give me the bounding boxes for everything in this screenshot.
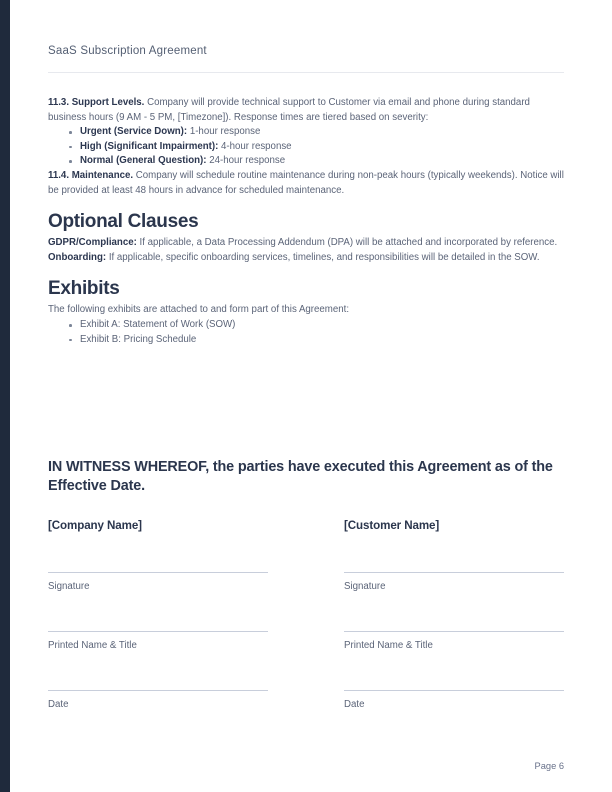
date-line[interactable] [344,690,564,691]
printed-name-label: Printed Name & Title [48,640,137,651]
signature-line[interactable] [344,572,564,573]
optional-clause-gdpr [48,236,564,251]
printed-name-line[interactable] [344,631,564,632]
signature-label: Signature [344,581,386,592]
list-item [80,125,564,140]
customer-date-field[interactable] [344,690,564,711]
customer-printed-name-field[interactable] [344,631,564,652]
tier-label: High (Significant Impairment): [80,140,219,152]
optional-clause-onboarding [48,251,564,266]
list-item [80,154,564,169]
company-party-name: [Company Name] [48,519,142,532]
header-divider [48,72,564,73]
customer-signature-column [344,518,564,711]
date-line[interactable] [48,690,268,691]
tier-value: 1-hour response [187,126,261,138]
tier-value: 4-hour response [218,140,292,152]
document-body [48,96,564,347]
optional-clause-text: If applicable, specific onboarding services, timelines, and responsibilities will be detailed in the SOW. [106,251,540,263]
optional-clauses-heading: Optional Clauses [48,211,199,233]
date-label: Date [344,699,365,710]
page-number: Page 6 [534,761,564,771]
clause-11-4-label: 11.4. Maintenance. [48,169,134,181]
company-signature-column [48,518,268,711]
witness-statement: IN WITNESS WHEREOF, the parties have executed this Agreement as of the Effective Date. [48,459,553,494]
list-item: Exhibit A: Statement of Work (SOW) [80,318,564,333]
customer-party-name: [Customer Name] [344,519,440,532]
running-header [48,44,564,59]
list-item [80,140,564,155]
date-label: Date [48,699,69,710]
tier-label: Urgent (Service Down): [80,126,188,138]
signature-block [48,518,564,711]
clause-11-3-text: Company will provide technical support to Customer via email and phone during standard business hours (9 AM - 5 PM, [Timezone]). Response times are tiered based on severity: [48,97,530,123]
printed-name-line[interactable] [48,631,268,632]
tier-value: 24-hour response [206,155,286,167]
tier-label: Normal (General Question): [80,155,207,167]
exhibits-intro: The following exhibits are attached to and form part of this Agreement: [48,304,350,316]
clause-11-4-text: Company will schedule routine maintenance during non-peak hours (typically weekends). Notice will be provided at least 48 hours in advance for scheduled maintenance. [48,169,564,196]
severity-tier-list [48,125,564,169]
clause-11-4-paragraph [48,169,564,198]
printed-name-label: Printed Name & Title [344,640,433,651]
optional-clause-label: GDPR/Compliance: [48,237,137,249]
clause-11-3-paragraph [48,96,564,125]
list-item: Exhibit B: Pricing Schedule [80,333,564,348]
clause-11-3-label: 11.3. Support Levels. [48,97,145,108]
optional-clause-text: If applicable, a Data Processing Addendum (DPA) will be attached and incorporated by reference. [136,237,558,249]
company-signature-field[interactable] [48,572,268,593]
document-title: SaaS Subscription Agreement [48,45,207,57]
optional-clause-label: Onboarding: [48,251,107,263]
signature-line[interactable] [48,572,268,573]
company-printed-name-field[interactable] [48,631,268,652]
exhibits-list [48,318,564,347]
customer-signature-field[interactable] [344,572,564,593]
exhibits-heading: Exhibits [48,278,120,300]
company-date-field[interactable] [48,690,268,711]
signature-label: Signature [48,581,90,592]
